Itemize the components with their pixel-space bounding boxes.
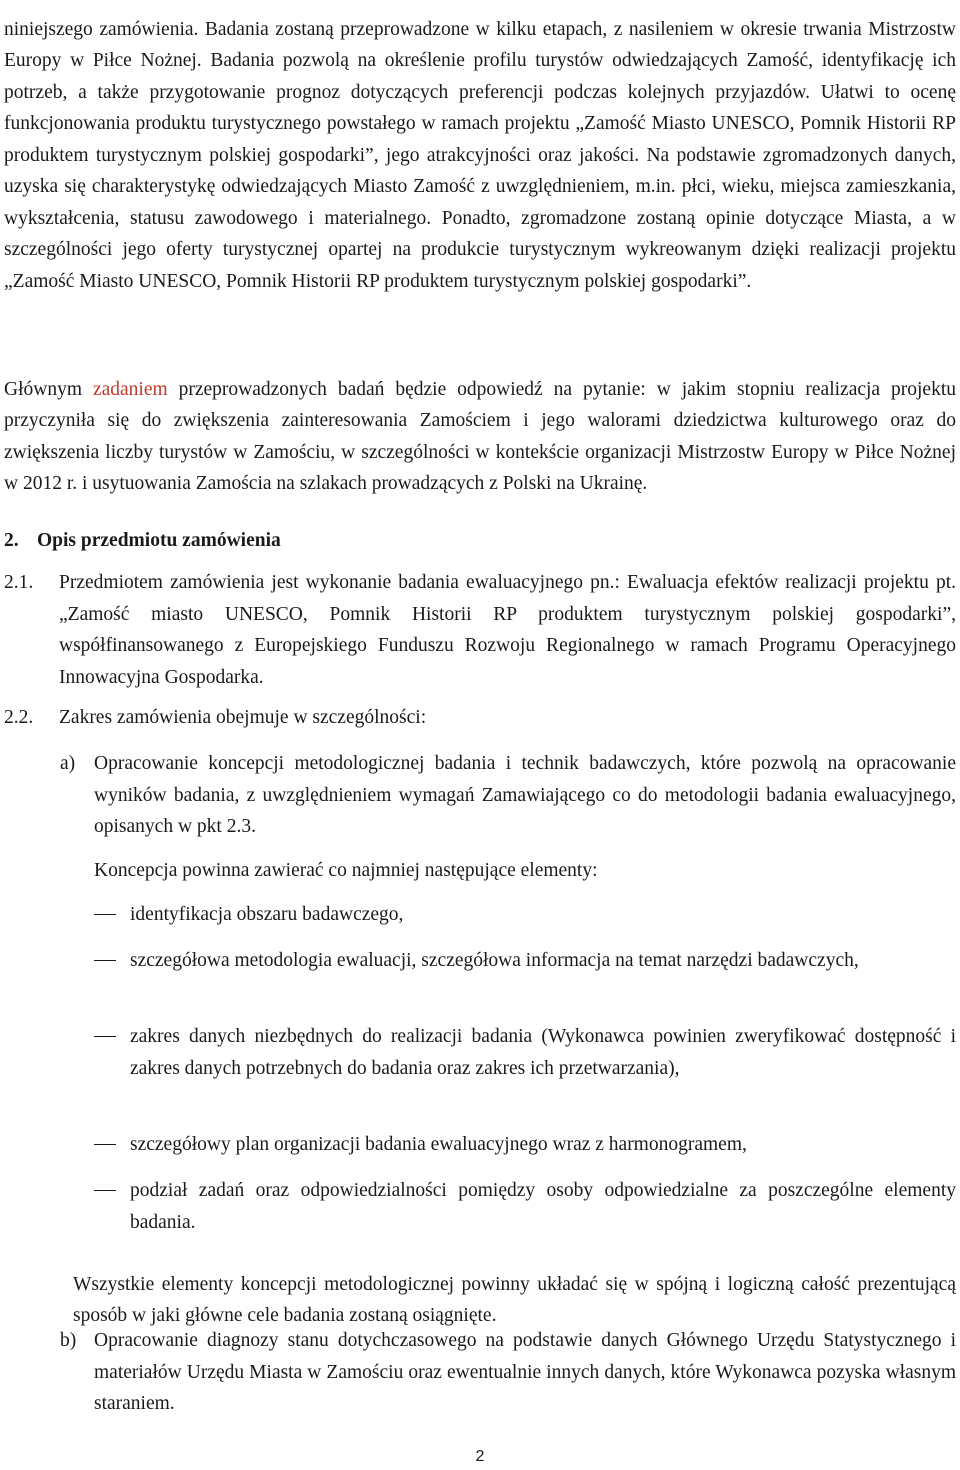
task-text-before: Głównym <box>4 378 93 400</box>
section-number: 2. <box>4 530 19 551</box>
point-a <box>60 748 956 843</box>
point-b <box>60 1325 956 1420</box>
item-2-2-number: 2.2. <box>4 707 34 728</box>
list-intro: Koncepcja powinna zawierać co najmniej następujące elementy: <box>94 860 598 881</box>
dash-bullet-icon <box>94 1190 116 1191</box>
item-2-1 <box>4 567 956 693</box>
point-a-letter: a) <box>60 753 76 774</box>
dash-bullet-icon <box>94 1144 116 1145</box>
item-2-2 <box>4 702 956 734</box>
dash-bullet-icon <box>94 1036 116 1037</box>
point-b-letter: b) <box>60 1330 77 1351</box>
item-2-1-text: Przedmiotem zamówienia jest wykonanie badania ewaluacyjnego pn.: Ewaluacja efektów realizacji projektu pt. „Zamość miasto UNESCO, Pomnik Historii RP produktem turystycznym polskiej gospodarki”, współfinansowanego z Europejskiego Funduszu Rozwoju Regionalnego w ramach Programu Operacyjnego Innowacyjna Gospodarka. <box>59 572 956 688</box>
task-highlight: zadaniem <box>92 378 168 400</box>
list-item <box>94 1021 956 1084</box>
list-item <box>94 945 956 977</box>
list-item <box>94 1175 956 1238</box>
intro-paragraph: niniejszego zamówienia. Badania zostaną przeprowadzone w kilku etapach, z nasileniem w okresie trwania Mistrzostw Europy w Piłce Nożnej. Badania pozwolą na określenie profilu turystów odwiedzających Zamość, identyfikację ich potrzeb, a także przygotowanie prognoz dotyczących preferencji podczas kolejnych przyjazdów. Ułatwi to ocenę funkcjonowania produktu turystycznego powstałego w ramach projektu „Zamość Miasto UNESCO, Pomnik Historii RP produktem turystycznym polskiej gospodarki”, jego atrakcyjności oraz jakości. Na podstawie zgromadzonych danych, uzyska się charakterystykę odwiedzających Miasto Zamość z uwzględnieniem, m.in. płci, wieku, miejsca zamieszkania, wykształcenia, statusu zawodowego i materialnego. Ponadto, zgromadzone zostaną opinie dotyczące Miasta, a w szczególności jego oferty turystycznej opartej na produkcie turystycznym wykreowanym dzięki realizacji projektu „Zamość Miasto UNESCO, Pomnik Historii RP produktem turystycznym polskiej gospodarki”. <box>4 18 956 292</box>
list-item-text: podział zadań oraz odpowiedzialności pomiędzy osoby odpowiedzialne za poszczególne elementy badania. <box>130 1180 956 1233</box>
list-item <box>94 1129 956 1161</box>
list-item-text: szczegółowa metodologia ewaluacji, szczegółowa informacja na temat narzędzi badawczych, <box>130 950 859 971</box>
task-paragraph <box>4 374 956 500</box>
list-item <box>94 899 956 931</box>
item-2-2-text: Zakres zamówienia obejmuje w szczególności: <box>59 707 427 728</box>
section-heading <box>4 525 281 556</box>
point-b-text: Opracowanie diagnozy stanu dotychczasowego na podstawie danych Głównego Urzędu Statystycznego i materiałów Urzędu Miasta w Zamościu oraz ewentualnie innych danych, które Wykonawca pozyska własnym staraniem. <box>94 1330 956 1414</box>
point-a-text: Opracowanie koncepcji metodologicznej badania i technik badawczych, które pozwolą na opracowanie wyników badania, z uwzględnieniem wymagań Zamawiającego co do metodologii badania ewaluacyjnego, opisanych w pkt 2.3. <box>94 753 956 837</box>
summary-paragraph: Wszystkie elementy koncepcji metodologicznej powinny układać się w spójną i logiczną całość prezentującą sposób w jaki główne cele badania zostaną osiągnięte. <box>73 1273 956 1326</box>
item-2-1-number: 2.1. <box>4 572 34 593</box>
page-number: 2 <box>475 1448 485 1465</box>
section-title: Opis przedmiotu zamówienia <box>37 530 281 551</box>
list-item-text: zakres danych niezbędnych do realizacji badania (Wykonawca powinien zweryfikować dostępność i zakres danych potrzebnych do badania oraz zakres ich przetwarzania), <box>130 1026 956 1079</box>
list-item-text: identyfikacja obszaru badawczego, <box>130 904 404 925</box>
list-item-text: szczegółowy plan organizacji badania ewaluacyjnego wraz z harmonogramem, <box>130 1134 747 1155</box>
task-text-after: przeprowadzonych badań będzie odpowiedź na pytanie: w jakim stopniu realizacja projektu przyczyniła się do zwiększenia zainteresowania Zamościem i jego walorami dziedzictwa kulturowego oraz do zwiększenia liczby turystów w Zamościu, w szczególności w kontekście organizacji Mistrzostw Europy w Piłce Nożnej w 2012 r. i usytuowania Zamościa na szlakach prowadzących z Polski na Ukrainę. <box>4 378 956 494</box>
dash-bullet-icon <box>94 960 116 961</box>
dash-bullet-icon <box>94 914 116 915</box>
